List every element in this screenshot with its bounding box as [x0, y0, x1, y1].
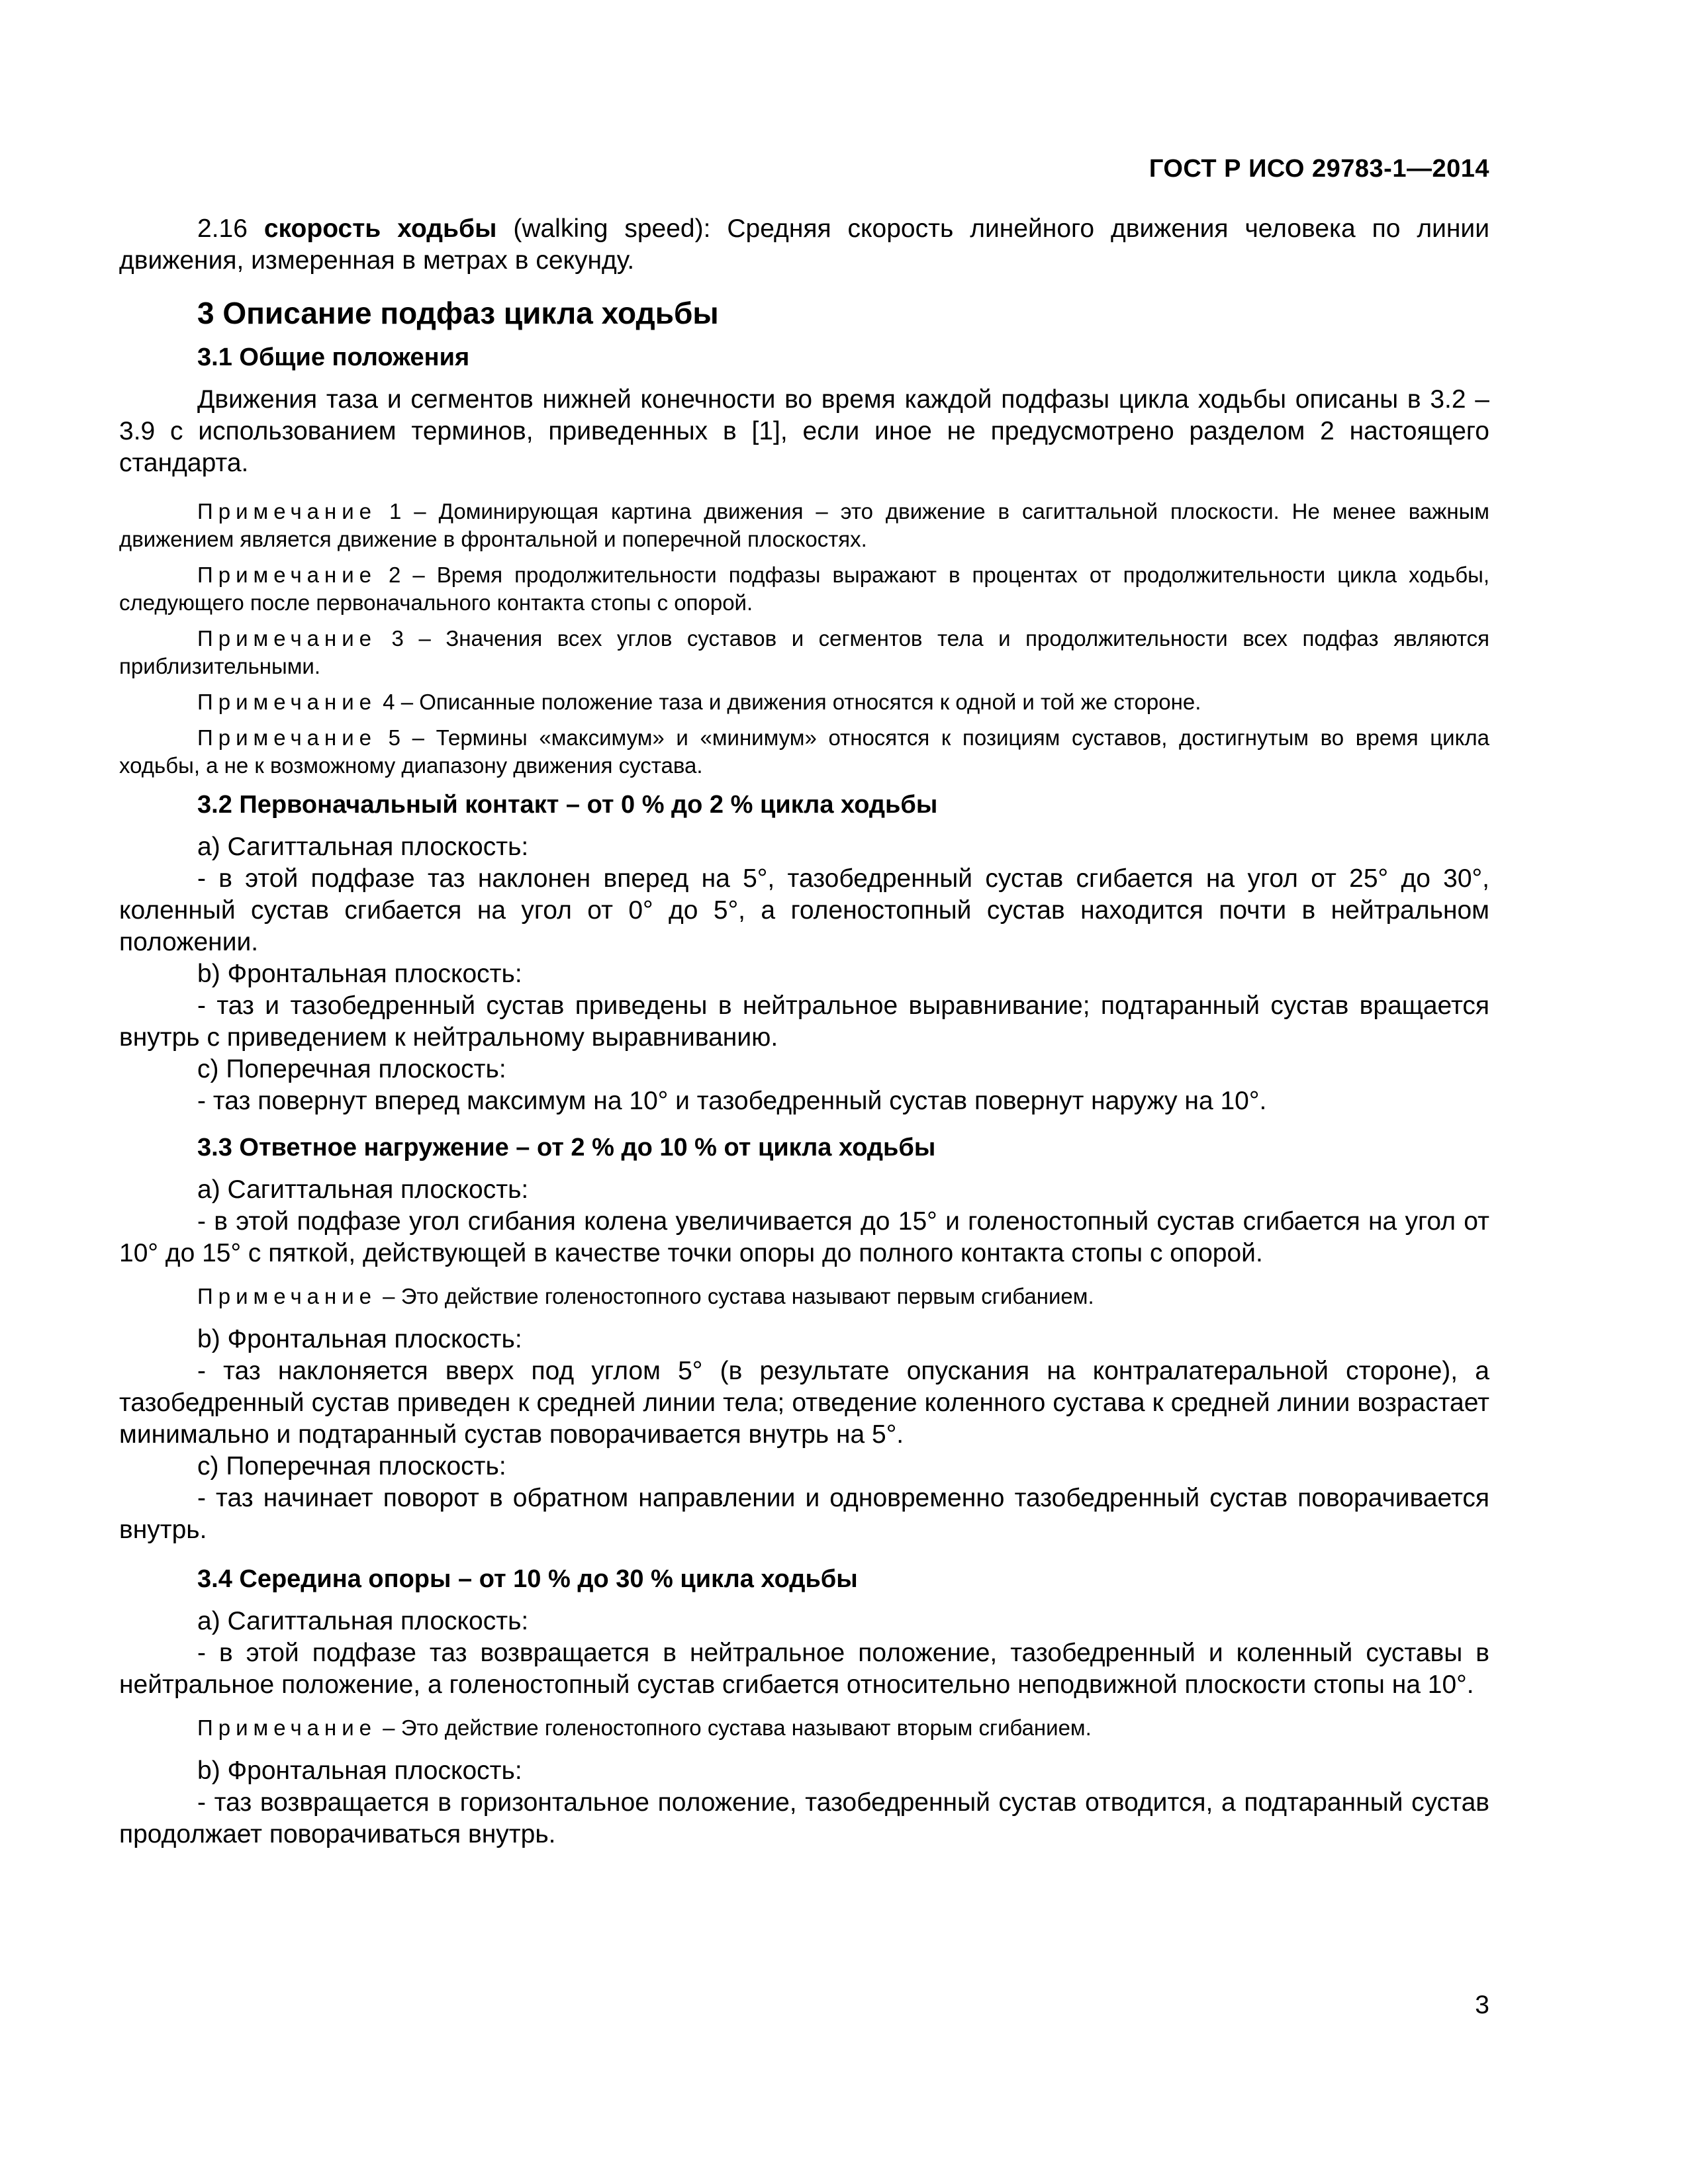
note-text: – Это действие голеностопного сустава называют первым сгибанием.: [377, 1284, 1094, 1308]
note-1: [119, 498, 1489, 553]
section-3-2-b-text: - таз и тазобедренный сустав приведены в нейтральное выравнивание; подтаранный сустав вращается внутрь с приведением к нейтральному выравниванию.: [119, 991, 1489, 1052]
section-3-2-c-label: c) Поперечная плоскость:: [197, 1055, 506, 1083]
definition-number: 2.16: [197, 214, 248, 243]
note-label: Примечание: [197, 499, 377, 523]
section-3-3-note: [119, 1283, 1489, 1310]
section-3-3-c-label: c) Поперечная плоскость:: [197, 1452, 506, 1480]
document-body: [119, 213, 1489, 1850]
section-3-3-b-label: b) Фронтальная плоскость:: [197, 1325, 522, 1353]
note-label: Примечание: [197, 1284, 377, 1308]
section-3-2-title: 3.2 Первоначальный контакт – от 0 % до 2 % цикла ходьбы: [197, 791, 938, 819]
section-3-4-title: 3.4 Середина опоры – от 10 % до 30 % цикла ходьбы: [197, 1565, 858, 1593]
section-3-3-a-text: - в этой подфазе угол сгибания колена увеличивается до 15° и голеностопный сустав сгибается на угол от 10° до 15° с пяткой, действующей в качестве точки опоры до полного контакта стопы с опорой.: [119, 1207, 1489, 1267]
section-3-1-body: Движения таза и сегментов нижней конечности во время каждой подфазы цикла ходьбы описаны в 3.2 – 3.9 с использованием терминов, приведенных в [1], если иное не предусмотрено разделом 2 настоящего стандарта.: [119, 385, 1489, 477]
note-2: [119, 561, 1489, 617]
section-3-4-b-text: - таз возвращается в горизонтальное положение, тазобедренный сустав отводится, а подтаранный сустав продолжает поворачиваться внутрь.: [119, 1788, 1489, 1848]
section-3-2-a-label: a) Сагиттальная плоскость:: [197, 833, 529, 861]
note-5: [119, 724, 1489, 780]
definition-2-16: [119, 213, 1489, 277]
section-3-3-title: 3.3 Ответное нагружение – от 2 % до 10 % от цикла ходьбы: [197, 1134, 936, 1161]
note-label: Примечание: [197, 563, 377, 587]
document-header: ГОСТ Р ИСО 29783-1—2014: [1149, 155, 1489, 183]
section-3-3-c-text: - таз начинает поворот в обратном направлении и одновременно тазобедренный сустав поворачивается внутрь.: [119, 1484, 1489, 1544]
section-3-4-a-text: - в этой подфазе таз возвращается в нейтральное положение, тазобедренный и коленный суставы в нейтральное положение, а голеностопный сустав сгибается относительно неподвижной плоскости стопы на 10°.: [119, 1639, 1489, 1699]
note-4: [119, 688, 1489, 716]
section-3-3-a-label: a) Сагиттальная плоскость:: [197, 1175, 529, 1204]
note-text: 2 – Время продолжительности подфазы выражают в процентах от продолжительности цикла ходьбы, следующего после первоначального контакта стопы с опорой.: [119, 563, 1489, 615]
document-page: [119, 0, 1489, 2184]
section-3-2-a-text: - в этой подфазе таз наклонен вперед на 5°, тазобедренный сустав сгибается на угол от 25° до 30°, коленный сустав сгибается на угол от 0° до 5°, а голеностопный сустав находится почти в нейтральном положении.: [119, 864, 1489, 956]
section-3-4-note: [119, 1714, 1489, 1742]
note-3: [119, 625, 1489, 680]
note-text: 3 – Значения всех углов суставов и сегментов тела и продолжительности всех подфаз являются приблизительными.: [119, 626, 1489, 678]
note-label: Примечание: [197, 725, 377, 750]
note-label: Примечание: [197, 690, 377, 714]
section-3-3-b-text: - таз наклоняется вверх под углом 5° (в результате опускания на контралатеральной стороне), а тазобедренный сустав приведен к средней линии тела; отведение коленного сустава к средней линии возрастает минимально и подтаранный сустав поворачивается внутрь на 5°.: [119, 1357, 1489, 1449]
section-3-4-a-label: a) Сагиттальная плоскость:: [197, 1607, 529, 1635]
definition-text: (walking speed): Средняя скорость линейного движения человека по линии движения, измеренная в метрах в секунду.: [119, 214, 1489, 275]
note-text: – Это действие голеностопного сустава называют вторым сгибанием.: [377, 1715, 1092, 1740]
page-number: 3: [1475, 1991, 1489, 2019]
note-label: Примечание: [197, 626, 377, 651]
note-label: Примечание: [197, 1715, 377, 1740]
note-text: 5 – Термины «максимум» и «минимум» относятся к позициям суставов, достигнутым во время цикла ходьбы, а не к возможному диапазону движения сустава.: [119, 725, 1489, 778]
section-3-2-c-text: - таз повернут вперед максимум на 10° и тазобедренный сустав повернут наружу на 10°.: [197, 1087, 1267, 1115]
definition-term: скорость ходьбы: [263, 214, 497, 243]
section-3-4-b-label: b) Фронтальная плоскость:: [197, 1756, 522, 1785]
note-text: 1 – Доминирующая картина движения – это движение в сагиттальной плоскости. Не менее важным движением является движение в фронтальной и поперечной плоскостях.: [119, 499, 1489, 551]
section-3-1-title: 3.1 Общие положения: [197, 343, 470, 371]
note-text: 4 – Описанные положение таза и движения относятся к одной и той же стороне.: [377, 690, 1201, 714]
section-3-title: 3 Описание подфаз цикла ходьбы: [197, 296, 719, 330]
section-3-2-b-label: b) Фронтальная плоскость:: [197, 960, 522, 988]
